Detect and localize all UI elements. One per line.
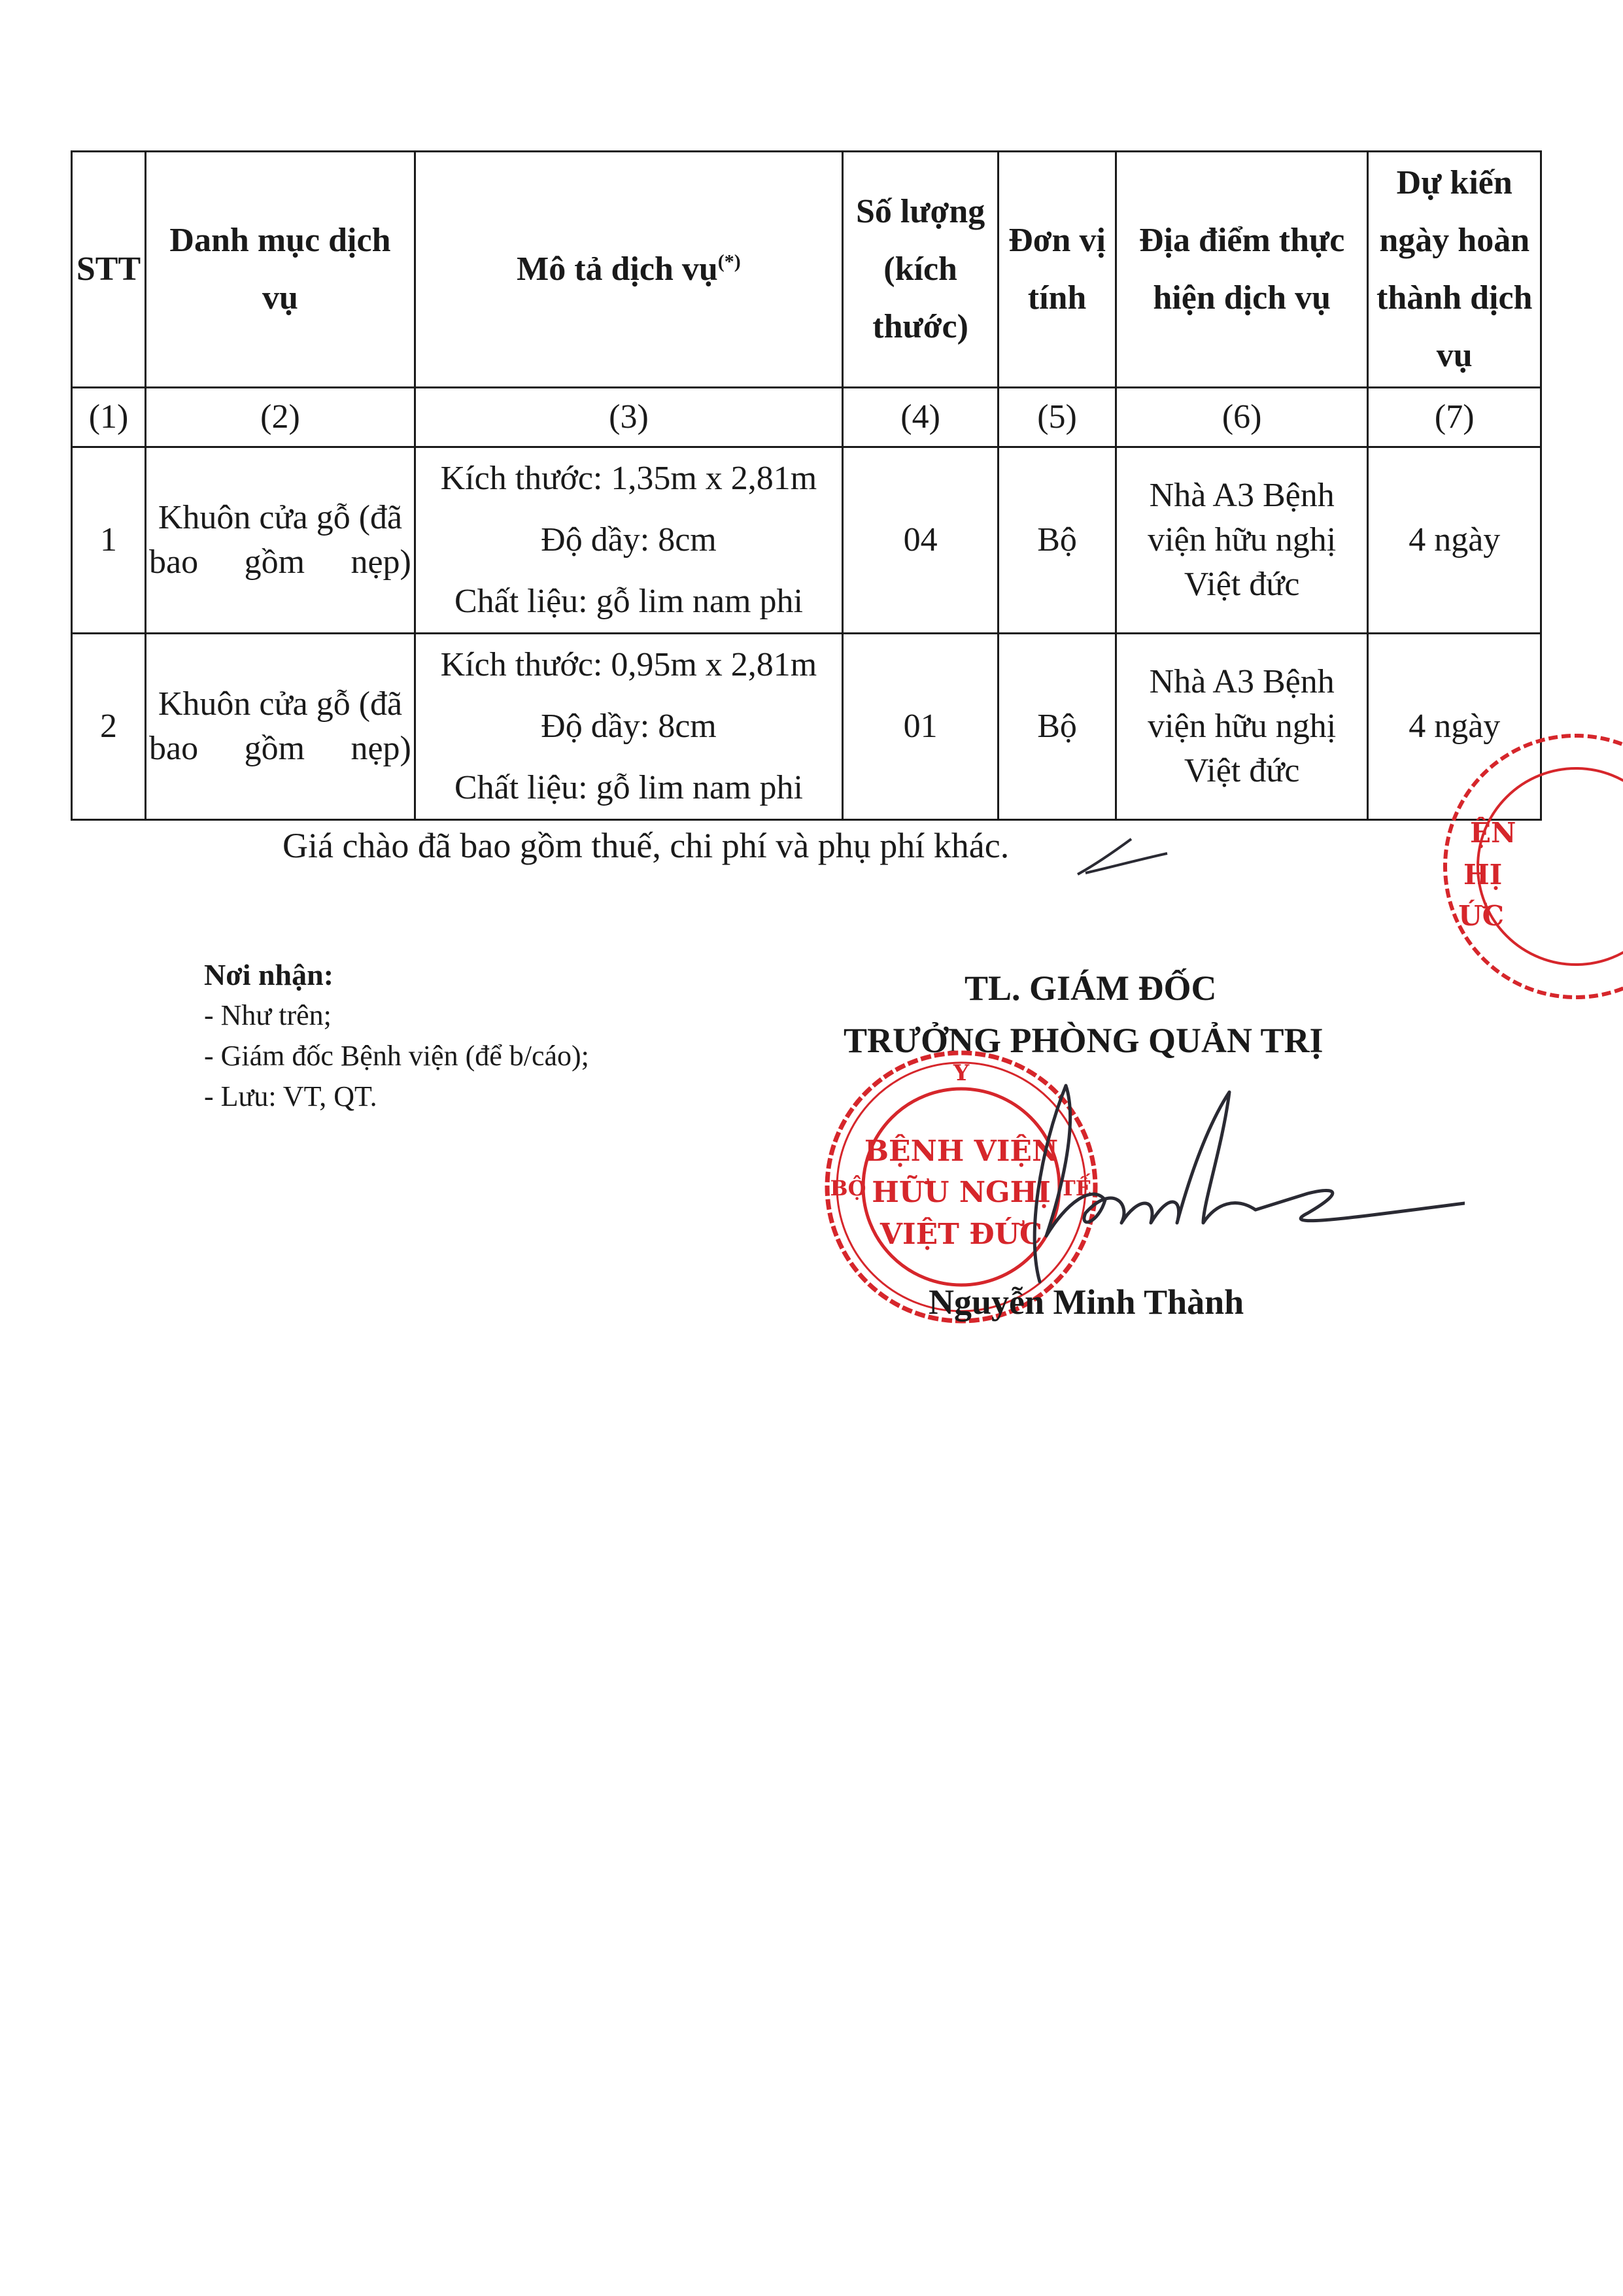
mo-ta-line: Kích thước: 1,35m x 2,81m xyxy=(440,460,817,497)
mo-ta-line: Độ dầy: 8cm xyxy=(541,521,717,558)
recipients-block xyxy=(204,955,589,1117)
header-so-luong xyxy=(843,152,999,388)
header-danh-muc xyxy=(146,152,415,388)
header-dia-diem xyxy=(1116,152,1368,388)
column-number: (3) xyxy=(415,388,842,447)
cell-don-vi: Bộ xyxy=(999,447,1116,634)
mo-ta-line: Chất liệu: gỗ lim nam phi xyxy=(454,583,803,620)
header-don-vi xyxy=(999,152,1116,388)
column-number: (2) xyxy=(146,388,415,447)
column-number: (4) xyxy=(843,388,999,447)
service-table xyxy=(71,150,1542,821)
seal-ring-top: Y xyxy=(953,1060,970,1086)
column-number: (7) xyxy=(1368,388,1541,447)
seal-center-line: VIỆT ĐỨC xyxy=(880,1218,1043,1251)
signature-title-line1: TL. GIÁM ĐỐC xyxy=(965,968,1217,1008)
table-row xyxy=(72,447,1541,634)
initial-mark-icon xyxy=(1072,827,1170,880)
cell-mo-ta xyxy=(415,634,842,820)
cell-don-vi: Bộ xyxy=(999,634,1116,820)
cell-stt: 1 xyxy=(72,447,146,634)
column-number: (6) xyxy=(1116,388,1368,447)
seal-ring-right: TẾ xyxy=(1059,1176,1092,1201)
column-number-row xyxy=(72,388,1541,447)
cell-du-kien: 4 ngày xyxy=(1368,447,1541,634)
signer-name: Nguyễn Minh Thành xyxy=(929,1282,1244,1322)
mo-ta-line: Chất liệu: gỗ lim nam phi xyxy=(454,769,803,806)
mo-ta-line: Kích thước: 0,95m x 2,81m xyxy=(440,646,817,683)
header-stt: STT xyxy=(72,152,146,388)
seal-ring-left: BỘ xyxy=(830,1176,866,1201)
header-mo-ta xyxy=(415,152,842,388)
column-number: (1) xyxy=(72,388,146,447)
header-du-kien-text: Dự kiến ngày hoàn thành dịch vụ xyxy=(1376,164,1533,374)
mo-ta-line: Độ dầy: 8cm xyxy=(541,708,717,745)
recipient-item: - Giám đốc Bệnh viện (để b/cáo); xyxy=(204,1040,589,1072)
header-don-vi-text: Đơn vị tính xyxy=(1008,222,1106,317)
recipient-item: - Lưu: VT, QT. xyxy=(204,1080,377,1112)
partial-seal-line: HỊ xyxy=(1463,859,1503,891)
seal-center-line: HỮU NGHỊ xyxy=(872,1176,1051,1209)
header-dia-diem-text: Địa điểm thực hiện dịch vụ xyxy=(1139,222,1345,317)
partial-seal-line: ỆN xyxy=(1470,817,1516,849)
header-du-kien xyxy=(1368,152,1541,388)
price-note: Giá chào đã bao gồm thuế, chi phí và phụ phí khác. xyxy=(282,826,1010,865)
partial-seal-icon xyxy=(1412,726,1623,1007)
header-danh-muc-text: Danh mục dịch vụ xyxy=(169,222,391,317)
header-mo-ta-text: Mô tả dịch vụ xyxy=(517,250,718,288)
table-header-row xyxy=(72,152,1541,388)
recipients-title: Nơi nhận: xyxy=(204,958,334,991)
header-mo-ta-sup: (*) xyxy=(717,250,741,273)
cell-stt: 2 xyxy=(72,634,146,820)
signature-title-line2: TRƯỞNG PHÒNG QUẢN TRỊ xyxy=(844,1021,1324,1060)
cell-dia-diem: Nhà A3 Bệnh viện hữu nghị Việt đức xyxy=(1116,447,1368,634)
table-row xyxy=(72,634,1541,820)
cell-danh-muc: Khuôn cửa gỗ (đã bao gồm nẹp) xyxy=(146,447,415,634)
partial-seal-line: ỨC xyxy=(1458,900,1505,932)
cell-danh-muc: Khuôn cửa gỗ (đã bao gồm nẹp) xyxy=(146,634,415,820)
cell-so-luong: 04 xyxy=(843,447,999,634)
column-number: (5) xyxy=(999,388,1116,447)
cell-mo-ta xyxy=(415,447,842,634)
header-so-luong-text: Số lượng (kích thước) xyxy=(855,193,985,345)
handwritten-signature-icon xyxy=(968,1072,1465,1308)
seal-center-line: BỆNH VIỆN xyxy=(864,1135,1059,1168)
recipient-item: - Như trên; xyxy=(204,999,332,1031)
cell-so-luong: 01 xyxy=(843,634,999,820)
cell-du-kien: 4 ngày xyxy=(1368,634,1541,820)
cell-dia-diem: Nhà A3 Bệnh viện hữu nghị Việt đức xyxy=(1116,634,1368,820)
